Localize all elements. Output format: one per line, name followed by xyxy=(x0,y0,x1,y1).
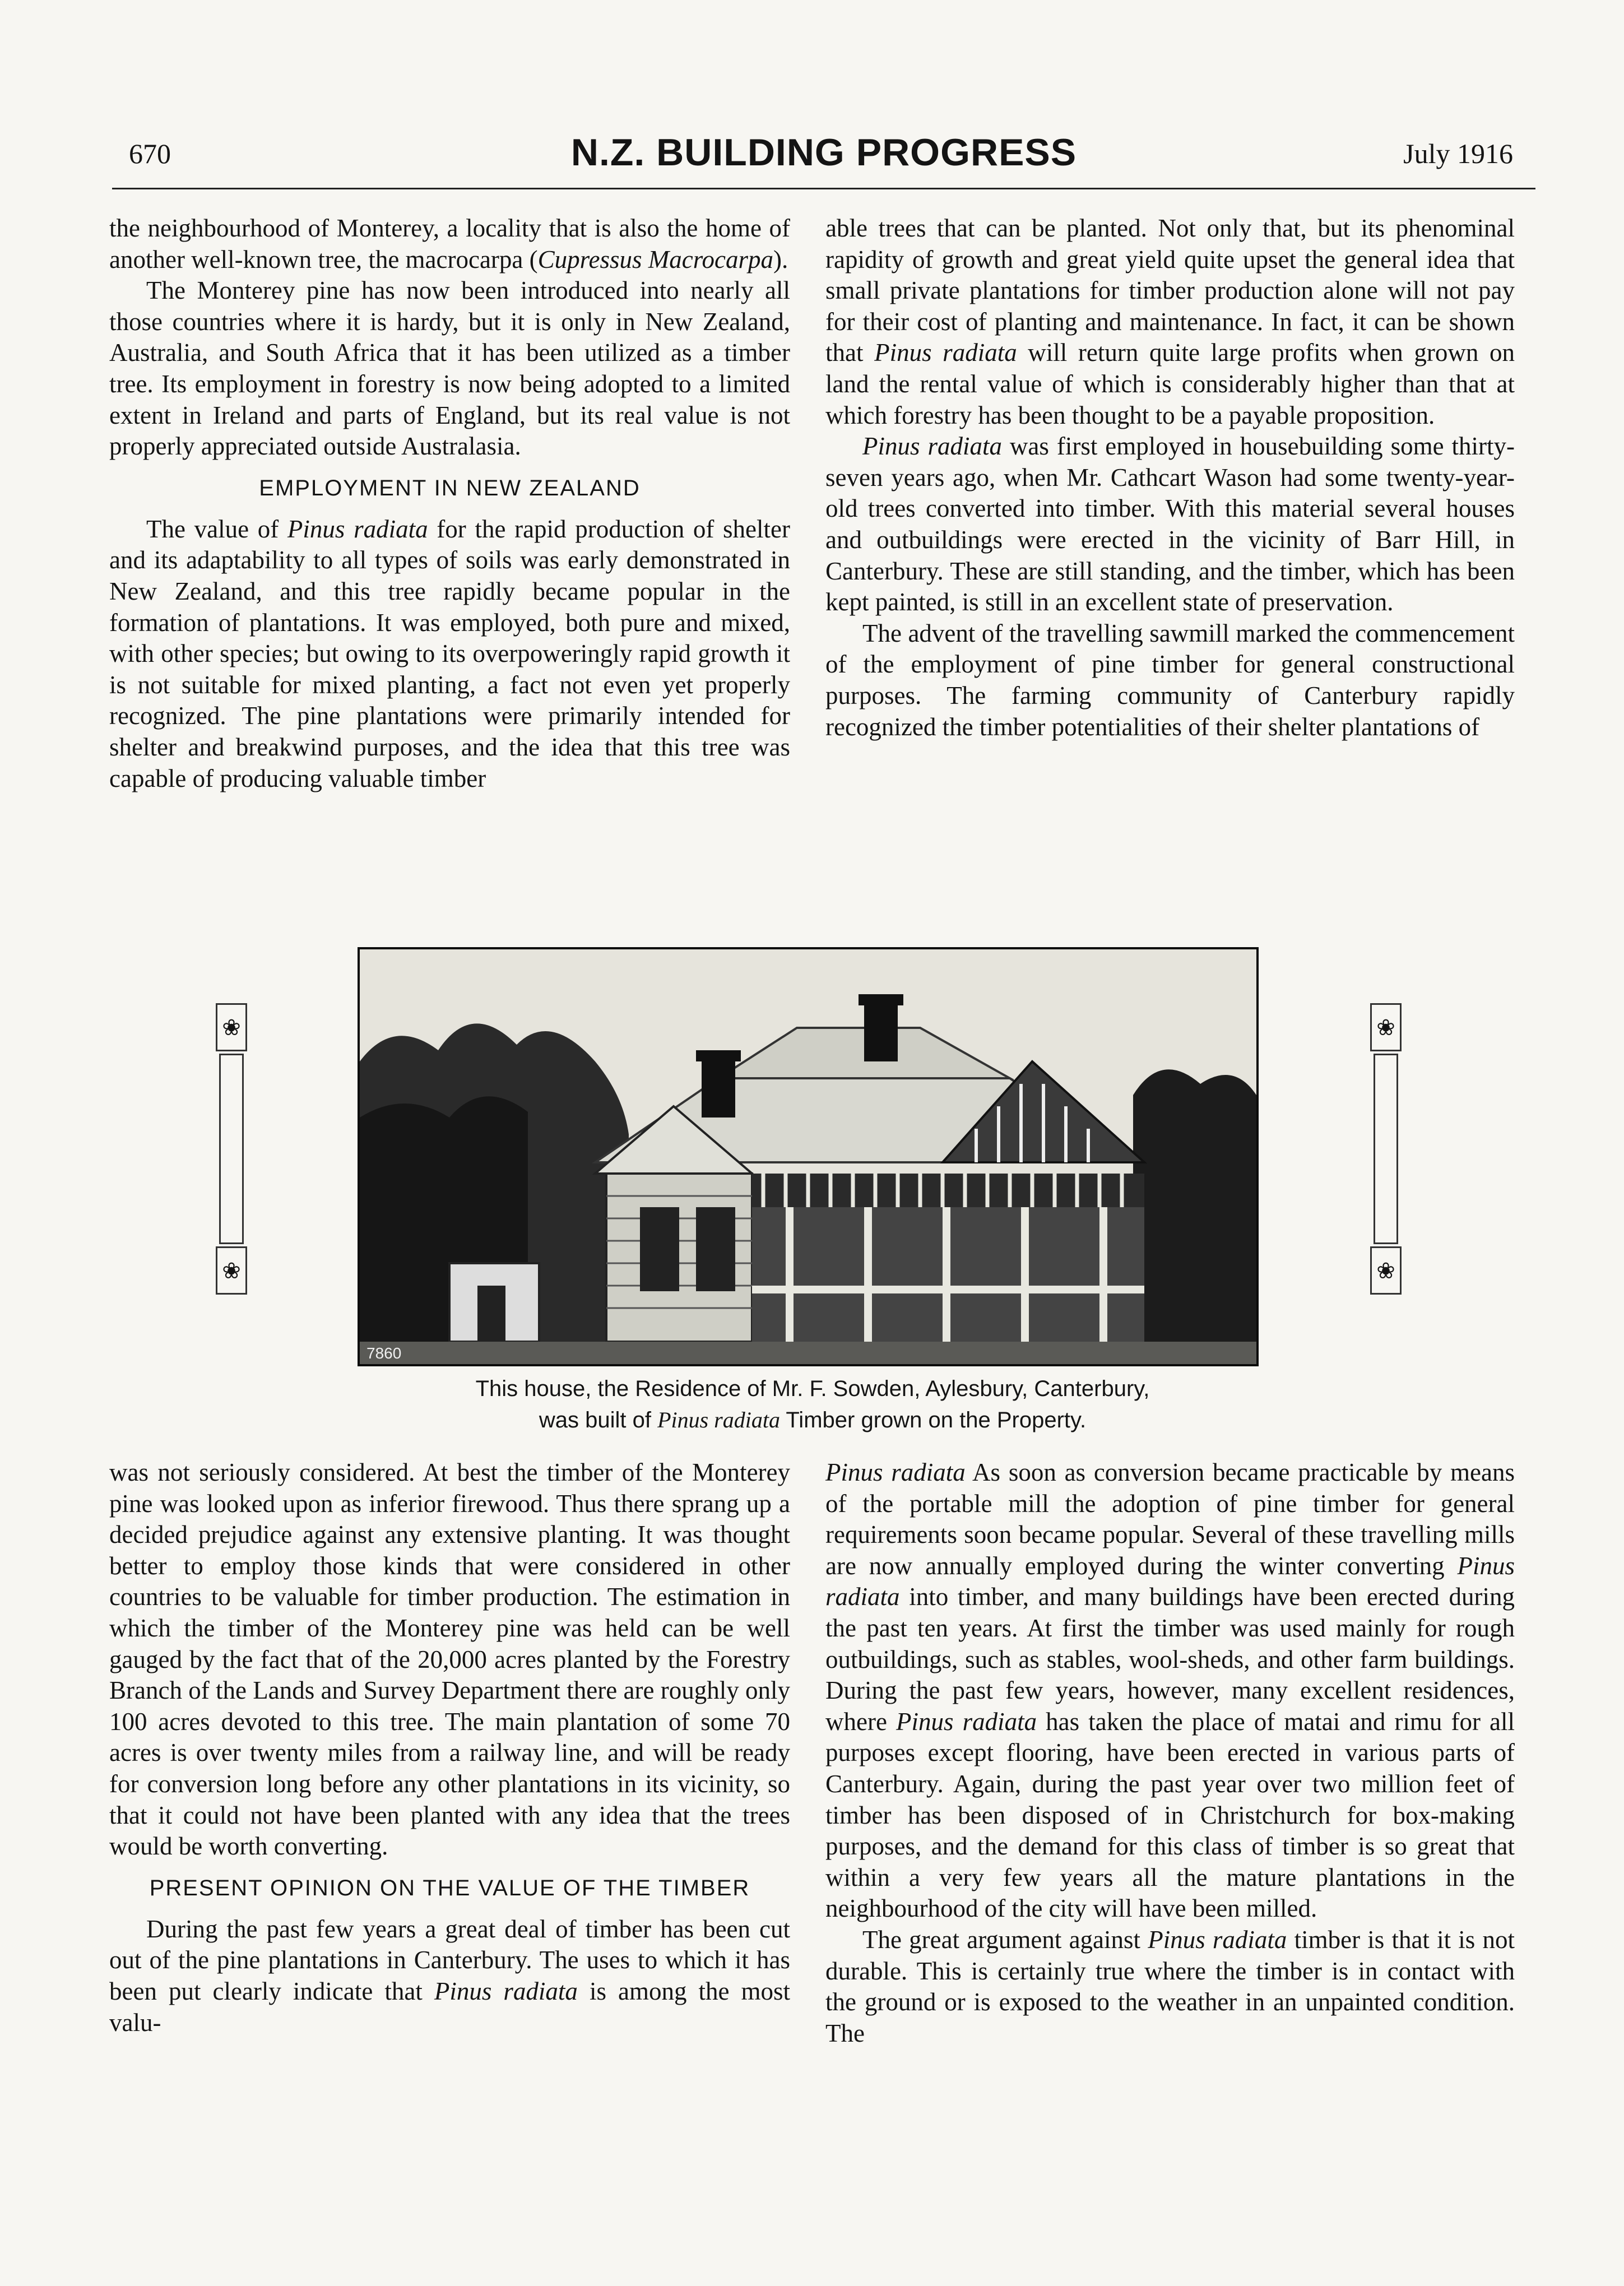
decorative-border-left xyxy=(216,1003,247,1295)
decorative-border-right xyxy=(1370,1003,1402,1295)
paragraph: The great argument against Pinus radiata timber is that it is not durable. This is certainly true where the timber is in contact with the ground or is exposed to the weather in an unpainted condition. The xyxy=(825,1925,1515,2047)
paragraph: During the past few years a great deal of timber has been cut out of the pine plantations in Canterbury. The uses to which it has been put clearly indicate that Pinus radiata is among the most valu- xyxy=(109,1914,790,2037)
photo-caption xyxy=(224,1373,1401,1436)
paragraph: able trees that can be planted. Not only that, but its phenominal rapidity of growth and great yield quite upset the general idea that small private plantations for timber production alone will not pay for their cost of planting and maintenance. In fact, it can be shown that Pinus radiata will return quite large profits when grown on land the rental value of which is considerably higher than that at which forestry has been thought to be a payable proposition. xyxy=(825,214,1515,429)
house-photograph xyxy=(358,947,1259,1366)
section-heading: EMPLOYMENT IN NEW ZEALAND xyxy=(259,475,641,500)
paragraph: The advent of the travelling sawmill marked the commencement of the employment of pine timber for general constructional purposes. The farming community of Canterbury rapidly recognized the timber potentialities of their shelter plantations of xyxy=(825,619,1515,741)
paragraph: The Monterey pine has now been introduced into nearly all those countries where it is hardy, but it is only in New Zealand, Australia, and South Africa that it has been utilized as a timber tree. Its employment in forestry is now being adopted to a limited extent in Ireland and parts of England, but its real value is not properly appreciated outside Australasia. xyxy=(109,276,790,461)
paragraph: Pinus radiata As soon as conversion became practicable by means of the portable mill the adoption of pine timber for general requirements soon became popular. Several of these travelling mills are now annually employed during the winter converting Pinus radiata into timber, and many buildings have been erected during the past ten years. At first the timber was used mainly for rough outbuildings, such as stables, wool-sheds, and other farm buildings. During the past few years, however, many excellent residences, where Pinus radiata has taken the place of matai and rimu for all purposes except flooring, have been erected in various parts of Canterbury. Again, during the past year over two million feet of timber has been disposed of in Christchurch for box-making purposes, and the demand for this class of timber is so great that within a very few years all the mature plantations in the neighbourhood of the city will have been milled. xyxy=(825,1458,1515,1923)
paragraph: was not seriously considered. At best the timber of the Monterey pine was looked upon as inferior firewood. Thus there sprang up a decided prejudice against any extensive planting. It was thought better to employ those kinds that were considered in other countries to be valuable for timber production. The estimation in which the timber of the Monterey pine was held can be well gauged by the fact that of the 20,000 acres planted by the Forestry Branch of the Lands and Survey Department there are roughly only 100 acres devoted to this tree. The main plantation of some 70 acres is over twenty miles from a railway line, and will be ready for conversion long before any other plantations in its vicinity, so that it could not have been planted with any idea that the trees would be worth converting. xyxy=(109,1458,790,1861)
flower-ornament-icon: ❀ xyxy=(1370,1003,1402,1051)
flower-ornament-icon: ❀ xyxy=(1370,1246,1402,1295)
flower-ornament-icon: ❀ xyxy=(216,1003,247,1051)
caption-line: was built of Pinus radiata Timber grown on the Property. xyxy=(539,1407,1087,1432)
flower-ornament-icon: ❀ xyxy=(216,1246,247,1295)
page-header xyxy=(112,126,1535,189)
photo-plate-number: 7860 xyxy=(366,1344,402,1362)
paragraph: The value of Pinus radiata for the rapid production of shelter and its adaptability to all types of soils was early demonstrated in New Zealand, and this tree rapidly became popular in the formation of plantations. It was employed, both pure and mixed, with other species; but owing to its overpoweringly rapid growth it is not suitable for mixed planting, a fact not even yet properly recognized. The pine plantations were primarily intended for shelter and breakwind purposes, and the idea that this tree was capable of producing valuable timber xyxy=(109,514,790,792)
caption-line: This house, the Residence of Mr. F. Sowden, Aylesbury, Canterbury, xyxy=(475,1376,1150,1401)
column-bottom-right xyxy=(825,1457,1515,2049)
paragraph: Pinus radiata was first employed in housebuilding some thirty-seven years ago, when Mr. Cathcart Wason had some twenty-year-old trees converted into timber. With this material several houses and outbuildings were erected in the vicinity of Barr Hill, in Canterbury. These are still standing, and the timber, which has been kept painted, is still in an excellent state of preservation. xyxy=(825,432,1515,616)
paragraph: the neighbourhood of Monterey, a locality that is also the home of another well-known tree, the macrocarpa (Cupressus Macrocarpa). xyxy=(109,214,790,273)
column-bottom-left xyxy=(109,1457,790,2038)
section-heading: PRESENT OPINION ON THE VALUE OF THE TIMBER xyxy=(149,1875,750,1900)
page-number: 670 xyxy=(129,138,171,169)
column-top-right xyxy=(825,213,1515,743)
column-top-left xyxy=(109,213,790,794)
issue-date: July 1916 xyxy=(1403,138,1513,169)
publication-title: N.Z. BUILDING PROGRESS xyxy=(570,131,1077,174)
